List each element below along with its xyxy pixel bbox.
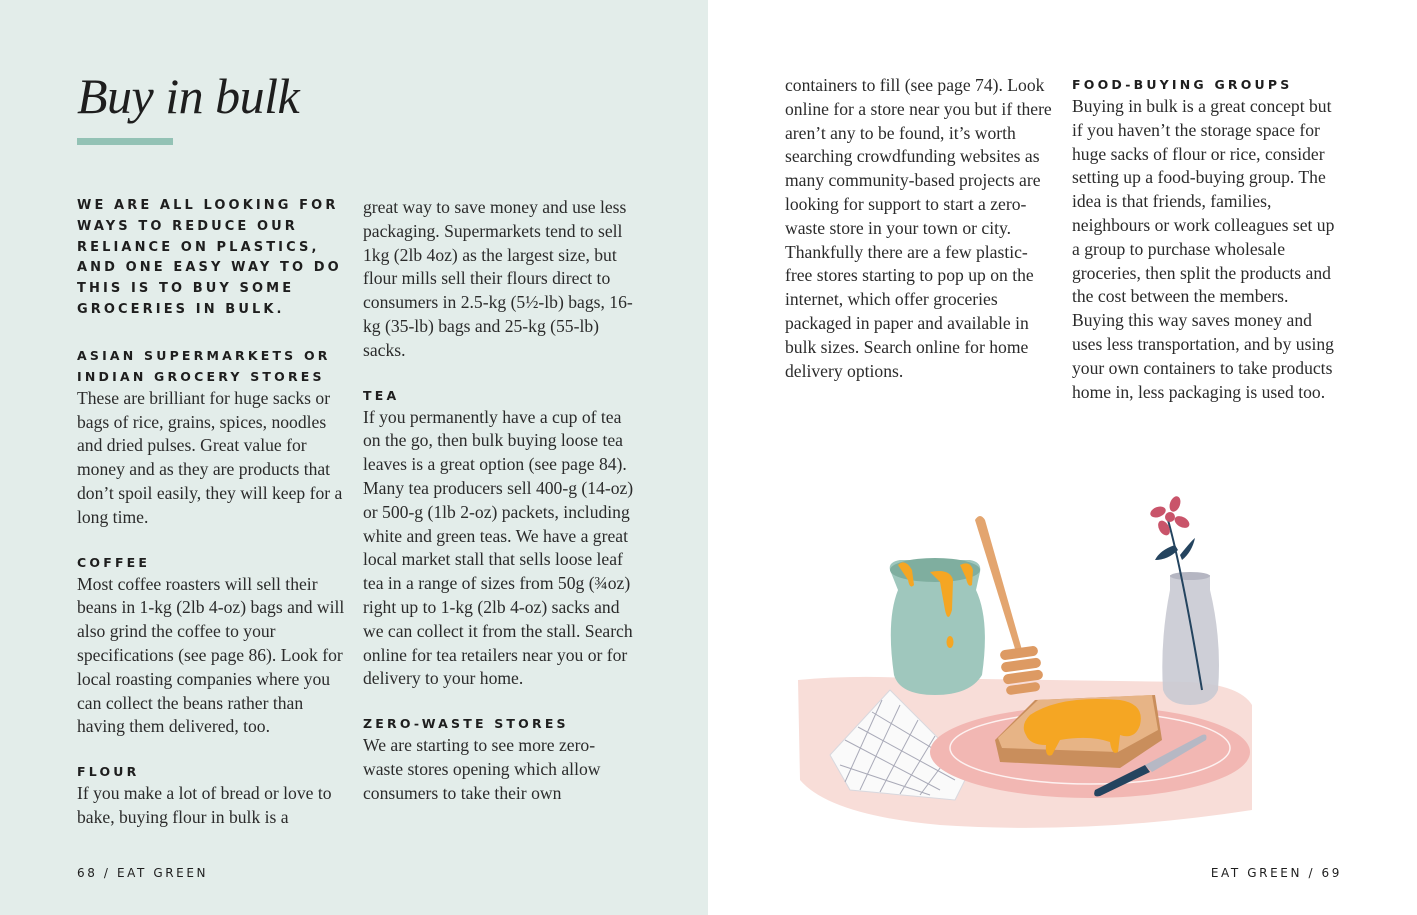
section-body-food-buying-groups: Buying in bulk is a great concept but if you haven’t the storage space for huge sacks of flour or rice, consider setting up a food-buying group. The idea is that friends, families, neighbours or work colleagues set up a group to purchase wholesale groceries, then split the products and the cost between the members. Buying this way saves money and uses less transportation, and by using your own containers to take products home in, less packaging is used too. (1072, 96, 1335, 402)
section-heading-tea: TEA (363, 387, 400, 403)
section-heading-coffee: COFFEE (77, 554, 151, 570)
section-body-zero-waste-start: We are starting to see more zero-waste stores opening which allow consumers to take their own (363, 735, 601, 803)
column-4 (1072, 74, 1342, 404)
section-body-coffee: Most coffee roasters will sell their beans in 1-kg (2lb 4-oz) bags and will also grind the coffee to your specifications (see page 86). Look for local roasting companies where you can collect the beans rather than having them delivered, too. (77, 573, 345, 737)
page-title: Buy in bulk (77, 68, 300, 124)
column-2 (363, 196, 635, 806)
section-heading-zero-waste: ZERO-WASTE STORES (363, 716, 569, 732)
section-body-flour-continued: great way to save money and use less packaging. Supermarkets tend to sell 1kg (2lb 4oz) as the largest size, but flour mills sell their flours direct to consumers in 2.5-kg (5½-lb) bags, 16-kg (35-lb) bags and 25-kg (55-lb) sacks. (363, 197, 633, 360)
column-3 (785, 74, 1055, 383)
page-footer-left: 68 / EAT GREEN (77, 866, 209, 880)
section-heading-asian-supermarkets: ASIAN SUPERMARKETS OR INDIAN GROCERY STORES (77, 347, 331, 384)
section-heading-food-buying-groups: FOOD-BUYING GROUPS (1072, 77, 1293, 92)
honey-dipper-icon (975, 516, 1044, 695)
intro-text: WE ARE ALL LOOKING FOR WAYS TO REDUCE OUR RELIANCE ON PLASTICS, AND ONE EASY WAY TO DO THIS IS TO BUY SOME GROCERIES IN BULK. (77, 198, 342, 317)
section-body-flour-start: If you make a lot of bread or love to bake, buying flour in bulk is a (77, 783, 332, 827)
column-1 (77, 196, 352, 830)
vase-icon (1162, 572, 1219, 705)
section-body-tea: If you permanently have a cup of tea on the go, then bulk buying loose tea leaves is a great option (see page 84). Many tea producers sell 400-g (14-oz) or 500-g (1lb 2-oz) packets, including white and green teas. We have a great local market stall that sells loose leaf tea in a range of sizes from 50g (¾oz) right up to 1-kg (2lb 4-oz) sacks and we can collect it from the stall. Search online for tea retailers near you or for delivery to your home. (363, 406, 634, 689)
section-body-asian-supermarkets: These are brilliant for huge sacks or bags of rice, grains, spices, noodles and dried pulses. Great value for money and as they are products that don’t spoil easily, they will keep for a long time. (77, 387, 343, 527)
breakfast-illustration (790, 490, 1260, 840)
title-underline (77, 138, 173, 145)
section-body-zero-waste-continued: containers to fill (see page 74). Look online for a store near you but if there aren’t any to be found, it’s worth searching crowdfunding websites as many community-based projects are looking for support to start a zero-waste store in your town or city. Thankfully there are a few plastic-free stores starting to pop up on the internet, which offer groceries packaged in paper and available in bulk sizes. Search online for home delivery options. (785, 75, 1052, 381)
page-footer-right: EAT GREEN / 69 (1210, 866, 1342, 880)
honey-pot-icon (890, 558, 985, 695)
section-heading-flour: FLOUR (77, 764, 140, 780)
